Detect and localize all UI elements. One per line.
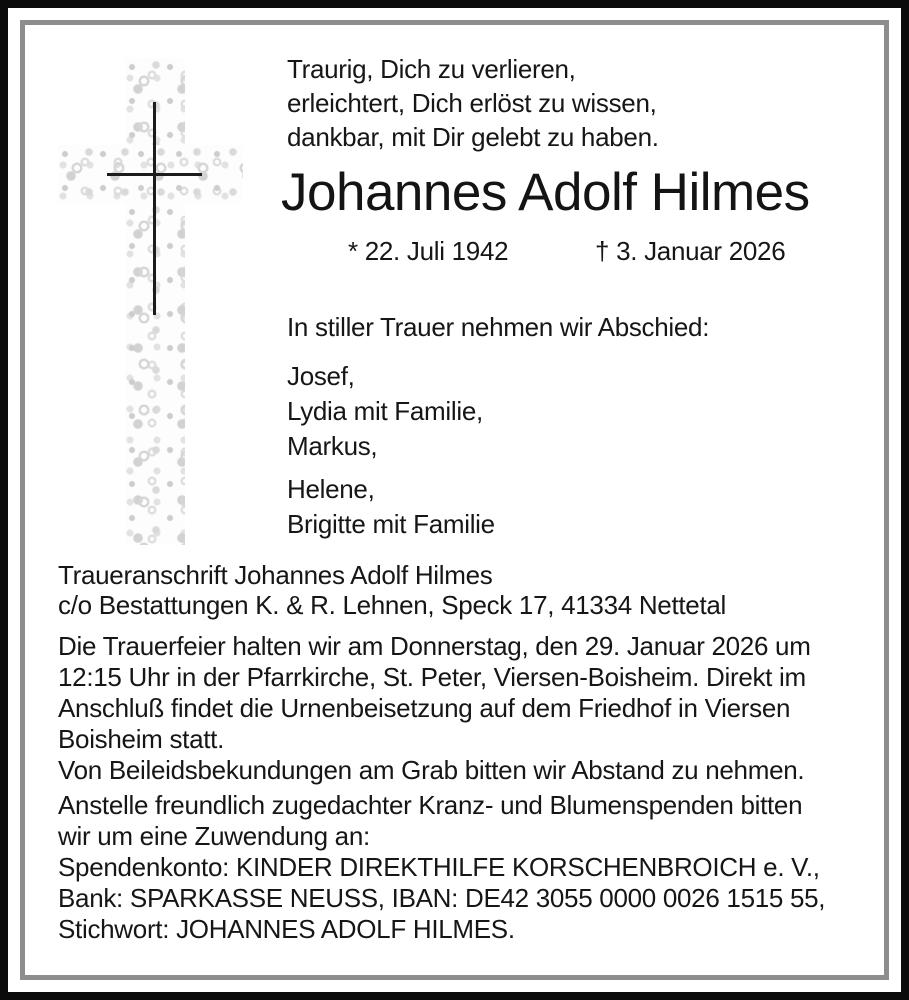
mourner-name: Markus, bbox=[287, 431, 378, 461]
deceased-name: Johannes Adolf Hilmes bbox=[281, 163, 810, 222]
ceremony-line: 12:15 Uhr in der Pfarrkirche, St. Peter, Viersen-Boisheim. Direkt im bbox=[58, 662, 806, 692]
ceremony-line: Boisheim statt. bbox=[58, 724, 225, 754]
ceremony-line: Anschluß findet die Urnenbeisetzung auf dem Friedhof in Viersen bbox=[58, 693, 791, 723]
mourner-name: Helene, bbox=[287, 474, 375, 504]
donation-info bbox=[58, 790, 825, 945]
mourner-name: Josef, bbox=[287, 361, 355, 391]
ceremony-line: Von Beileidsbekundungen am Grab bitten wir Abstand zu nehmen. bbox=[58, 755, 805, 785]
cross-icon-vertical bbox=[153, 102, 156, 315]
verse-line: erleichtert, Dich erlöst zu wissen, bbox=[287, 88, 657, 118]
cross-icon-horizontal bbox=[107, 173, 202, 176]
death-date: † 3. Januar 2026 bbox=[595, 236, 786, 266]
address-line: c/o Bestattungen K. & R. Lehnen, Speck 17, 41334 Nettetal bbox=[58, 590, 727, 620]
donation-line: wir um eine Zuwendung an: bbox=[58, 821, 370, 851]
ceremony-info bbox=[58, 631, 811, 786]
inner-frame bbox=[20, 20, 889, 980]
mourners-group-1 bbox=[287, 359, 483, 464]
mourner-name: Brigitte mit Familie bbox=[287, 509, 495, 539]
address-line: Traueranschrift Johannes Adolf Hilmes bbox=[58, 560, 493, 590]
mourner-name: Lydia mit Familie, bbox=[287, 396, 483, 426]
donation-line: Spendenkonto: KINDER DIREKTHILFE KORSCHENBROICH e. V., bbox=[58, 852, 820, 882]
donation-line: Bank: SPARKASSE NEUSS, IBAN: DE42 3055 0000 0026 1515 55, bbox=[58, 883, 826, 913]
verse-line: dankbar, mit Dir gelebt zu haben. bbox=[287, 122, 659, 152]
verse-line: Traurig, Dich zu verlieren, bbox=[287, 54, 576, 84]
farewell-intro: In stiller Trauer nehmen wir Abschied: bbox=[287, 312, 710, 342]
donation-line: Anstelle freundlich zugedachter Kranz- und Blumenspenden bitten bbox=[58, 790, 803, 820]
ceremony-line: Die Trauerfeier halten wir am Donnerstag, den 29. Januar 2026 um bbox=[58, 631, 811, 661]
mourners-group-2 bbox=[287, 472, 495, 542]
postal-address bbox=[58, 560, 726, 620]
birth-date: * 22. Juli 1942 bbox=[348, 236, 509, 266]
opening-verse bbox=[287, 52, 659, 154]
donation-line: Stichwort: JOHANNES ADOLF HILMES. bbox=[58, 914, 515, 944]
